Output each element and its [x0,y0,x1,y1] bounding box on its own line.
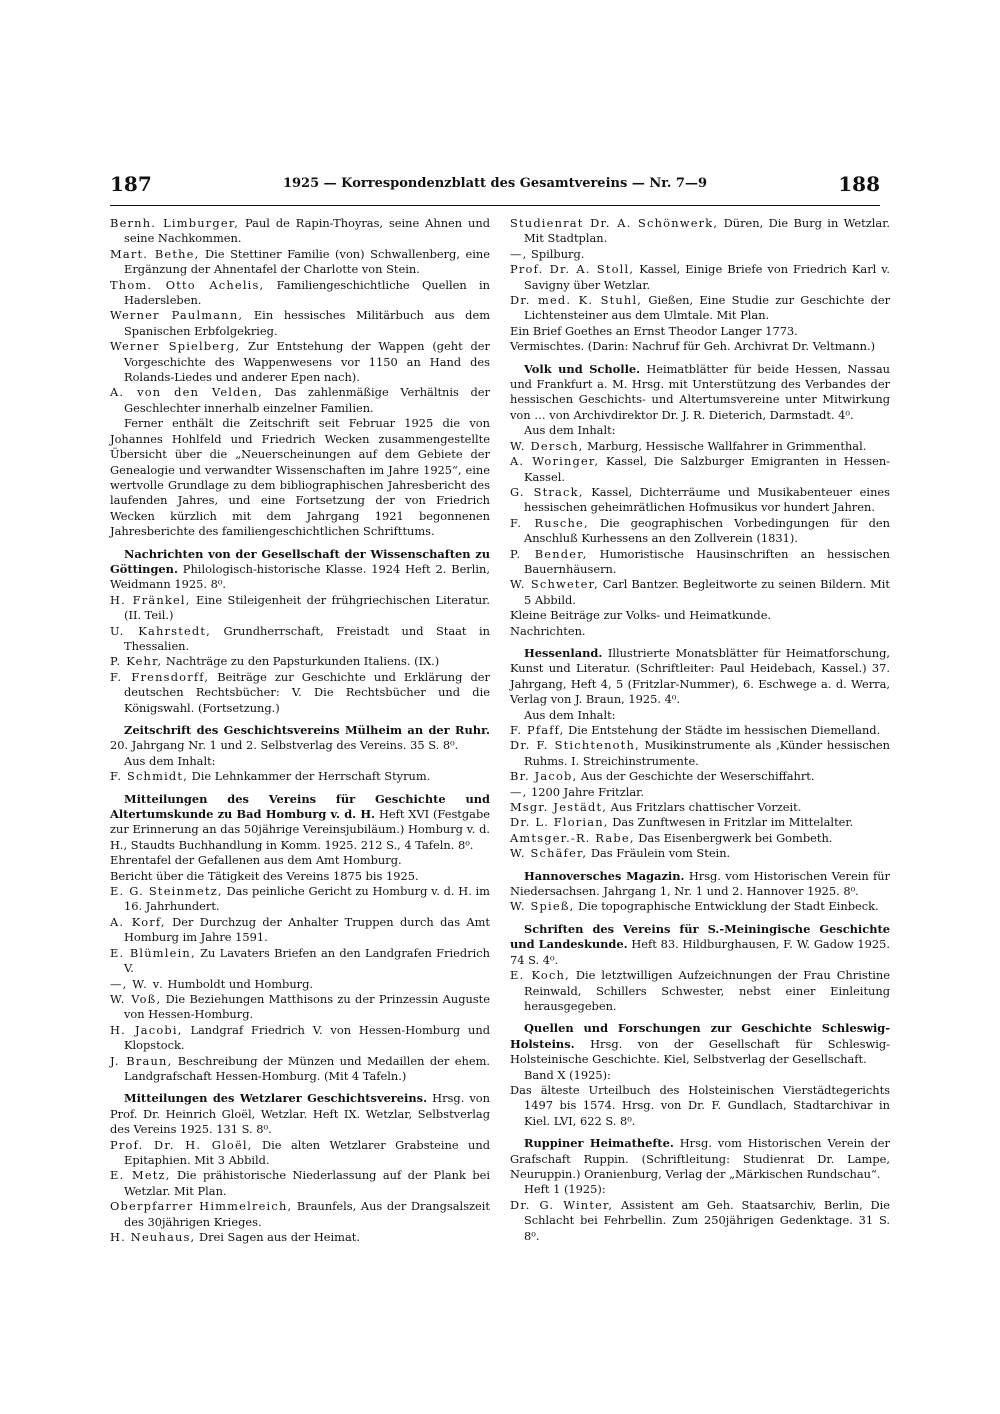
article-entry [110,654,490,669]
article-entry [110,1054,490,1085]
article-title: Humoristische Hausinschriften an hessischen Bauernhäusern. [524,546,890,576]
article-entry [110,915,490,946]
periodical-title: Nachrichten von der Gesellschaft der Wissenschaften zu Göttingen. [110,546,490,576]
author-name: E. Koch, [510,968,570,983]
article-entry [510,339,890,354]
article-entry [510,324,890,339]
article-title: Gießen, Eine Studie zur Geschichte der Lichtensteiner aus dem Ulmtale. Mit Plan. [524,293,891,323]
page-number-left: 187 [110,172,152,196]
author-name: Prof. Dr. H. Gloël, [110,1137,253,1152]
author-name: A. Korf, [110,914,166,929]
body-paragraph: Ferner enthält die Zeitschrift seit Februar 1925 die von Johannes Hohlfeld und Friedrich Wecken zusammengestellte Übersicht über die „Neuerscheinungen auf dem Gebiete der Genealogie und verwandter Wissenschaften im Jahre 1925“, eine wertvolle Grundlage zu dem bibliographischen Jahresbericht des laufenden Jahres, und eine Fortsetzung der von Friedrich Wecken kürzlich mit dem Jahrgang 1921 begonnenen Jahresberichte des familiengeschichtlichen Schrifttums. [110,416,490,539]
article-entry [510,738,890,769]
article-title: Spilburg. [527,246,585,261]
article-title: Das zahlenmäßige Verhältnis der Geschlechter innerhalb einzelner Familien. [124,385,490,415]
article-entry [110,1199,490,1230]
periodical-details: Hrsg. vom Historischen Verein für Niedersachsen. Jahrgang 1, Nr. 1 und 2. Hannover 1925. 8⁰. [510,868,891,899]
author-name: W. Voß, [110,991,162,1006]
article-title: Ein Brief Goethes an Ernst Theodor Langer 1773. [510,323,798,338]
article-title: Die letztwilligen Aufzeichnungen der Frau Christine Reinwald, Schillers Schwester, nebst einer Einleitung herausgegeben. [524,968,891,1013]
author-name: E. G. Steinmetz, [110,884,223,899]
article-title: Familiengeschichtliche Quellen in Hadersleben. [124,277,490,308]
article-title: Beschreibung der Münzen und Medaillen der ehem. Landgrafschaft Hessen-Homburg. (Mit 4 Tafeln.) [124,1053,491,1083]
page-number-right: 188 [838,172,880,196]
article-title: Braunfels, Aus der Drangsalszeit des 30jährigen Krieges. [124,1199,490,1229]
article-entry [510,608,890,623]
periodical-heading [110,792,490,854]
article-entry [110,593,490,624]
article-entry [510,968,890,1014]
periodical-heading [510,869,890,900]
contents-label: Aus dem Inhalt: [524,423,616,438]
author-name: Mart. Bethe, [110,246,200,261]
article-entry [110,869,490,884]
author-name: F. Frensdorff, [110,669,210,684]
author-name: Werner Paulmann, [110,308,244,323]
article-entry [510,439,890,454]
article-title: Paul de Rapin-Thoyras, seine Ahnen und seine Nachkommen. [124,216,491,246]
article-entry [510,800,890,815]
article-entry [510,624,890,639]
author-name: —, W. v. [110,976,164,991]
article-title: Humboldt und Homburg. [163,976,314,991]
article-title: Musikinstrumente als ‚Künder hessischen Ruhms. I. Streichinstrumente. [524,738,890,768]
author-name: W. Schweter, [510,577,599,592]
periodical-heading [510,922,890,968]
periodical-details: Philologisch-historische Klasse. 1924 Heft 2. Berlin, Weidmann 1925. 8⁰. [110,561,490,592]
author-name: E. Metz, [110,1168,171,1183]
periodical-details: Illustrierte Monatsblätter für Heimatforschung, Kunst und Literatur. (Schriftleiter: Paul Heidebach, Kassel.) 37. Jahrgang, Heft 4, 5 (Fritzlar-Nummer), 6. Eschwege a. d. Werra, Verlag von J. Braun, 1925. 4⁰. [510,645,890,707]
periodical-heading [510,1136,890,1182]
article-title: Zu Lavaters Briefen an den Landgrafen Friedrich V. [124,945,490,976]
periodical-heading [110,547,490,593]
author-name: Bernh. Limburger, [110,216,240,230]
author-name: F. Rusche, [510,515,589,530]
article-entry [510,899,890,914]
author-name: Dr. med. K. Stuhl, [510,293,643,308]
article-title: Ein hessisches Militärbuch aus dem Spanischen Erbfolgekrieg. [124,308,490,338]
article-entry [510,723,890,738]
author-name: Werner Spielberg, [110,339,241,354]
article-title: Zur Entstehung der Wappen (geht der Vorgeschichte des Wappenwesens vor 1150 an Hand des Rolands-Liedes und anderer Epen nach). [124,339,490,385]
article-entry [110,853,490,868]
article-entry [110,385,490,416]
author-name: F. Pfaff, [510,723,565,737]
article-title: Die prähistorische Niederlassung auf der Plank bei Wetzlar. Mit Plan. [124,1168,490,1198]
author-name: Thom. Otto Achelis, [110,277,265,292]
article-title: Die Stettiner Familie (von) Schwallenberg, eine Ergänzung der Ahnentafel der Charlotte von Stein. [124,246,490,277]
periodical-heading [110,723,490,754]
article-entry [510,785,890,800]
article-title: Die geographischen Vorbedingungen für den Anschluß Kurhessens an den Zollverein (1831). [524,515,890,546]
article-title: Drei Sagen aus der Heimat. [195,1230,360,1244]
left-column [110,216,490,1245]
article-entry [110,670,490,716]
article-title: Die Beziehungen Matthisons zu der Prinzessin Auguste von Hessen-Homburg. [124,991,490,1022]
article-entry [110,1230,490,1245]
periodical-title: Mitteilungen des Vereins für Geschichte und Altertumskunde zu Bad Homburg v. d. H. [110,791,490,822]
article-entry [510,262,890,293]
article-entry [110,1168,490,1199]
periodical-details: Heimatblätter für beide Hessen, Nassau und Frankfurt a. M. Hrsg. mit Unterstützung des Verbandes der hessischen Geschichts- und Altertumsvereine unter Mitwirkung von … von Archivdirektor Dr. J. R. Dieterich, Darmstadt. 4⁰. [510,361,890,422]
article-entry [510,485,890,516]
periodical-heading [510,646,890,708]
periodical-details: Heft XVI (Festgabe zur Erinnerung an das 50jährige Vereinsjubiläum.) Homburg v. d. H., Staudts Buchhandlung in Komm. 1925. 212 S., 4 Tafeln. 8⁰. [110,807,490,852]
article-entry [110,308,490,339]
periodical-title: Schriften des Vereins für S.-Meiningische Geschichte und Landeskunde. [510,921,890,952]
periodical-title: Mitteilungen des Wetzlarer Geschichtsvereins. [124,1091,428,1106]
author-name: A. von den Velden, [110,385,263,400]
article-entry [110,216,490,247]
article-title: Der Durchzug der Anhalter Truppen durch das Amt Homburg im Jahre 1591. [124,914,490,945]
article-entry [510,216,890,247]
author-name: U. Kahrstedt, [110,623,211,638]
author-name: Prof. Dr. A. Stoll, [510,262,635,277]
periodical-heading [510,1021,890,1067]
article-title: Kleine Beiträge zur Volks- und Heimatkunde. [510,608,772,623]
article-entry [510,831,890,846]
author-name: W. Spieß, [510,899,575,914]
article-title: Die Lehnkammer der Herrschaft Styrum. [188,769,431,784]
article-title: Das Eisenbergwerk bei Gombeth. [634,830,833,845]
article-entry [110,1023,490,1054]
article-title: Kassel, Einige Briefe von Friedrich Karl v. Savigny über Wetzlar. [524,262,891,292]
article-title: Marburg, Hessische Wallfahrer in Grimmenthal. [583,438,867,453]
author-name: P. Bender, [510,546,588,561]
article-title: Beiträge zur Geschichte und Erklärung der deutschen Rechtsbücher: V. Die Rechtsbücher und die Königswahl. (Fortsetzung.) [124,669,490,715]
article-entry [510,454,890,485]
article-entry [110,946,490,977]
article-title: Das Zunftwesen in Fritzlar im Mittelalter. [608,815,854,830]
periodical-title: Zeitschrift des Geschichtsvereins Mülheim an der Ruhr. [124,723,490,737]
author-name: —, [510,784,528,799]
article-entry [110,992,490,1023]
contents-label: Heft 1 (1925): [524,1182,606,1197]
article-title: Düren, Die Burg in Wetzlar. Mit Stadtplan. [524,216,891,246]
article-title: Aus Fritzlars chattischer Vorzeit. [607,800,802,815]
article-entry [110,624,490,655]
author-name: Studienrat Dr. A. Schönwerk, [510,216,719,230]
author-name: G. Strack, [510,484,584,499]
article-entry [110,339,490,385]
article-entry [110,977,490,992]
author-name: J. Braun, [110,1053,173,1068]
article-entry [510,293,890,324]
header-rule [110,205,880,206]
article-entry [110,247,490,278]
article-entry [510,1083,890,1129]
periodical-details: Hrsg. vom Historischen Verein der Grafschaft Ruppin. (Schriftleitung: Studienrat Dr. Lampe, Neuruppin.) Oranienburg, Verlag der „Märkischen Rundschau“. [510,1136,890,1181]
article-entry [110,1138,490,1169]
article-title: Landgraf Friedrich V. von Hessen-Homburg und Klopstock. [124,1022,490,1053]
author-name: W. Schäfer, [510,846,588,861]
periodical-title: Volk und Scholle. [524,361,641,376]
running-title: 1925 — Korrespondenzblatt des Gesamtvereins — Nr. 7—9 [282,176,708,191]
article-title: Kassel, Die Salzburger Emigranten in Hessen-Kassel. [524,454,891,484]
periodical-details: Hrsg. von Prof. Dr. Heinrich Gloël, Wetzlar. Heft IX. Wetzlar, Selbstverlag des Vereins 1925. 131 S. 8⁰. [110,1091,490,1137]
author-name: Dr. G. Winter, [510,1197,614,1212]
page-header [110,172,880,202]
author-name: H. Jacobi, [110,1022,183,1037]
article-title: Vermischtes. (Darin: Nachruf für Geh. Archivrat Dr. Veltmann.) [510,339,876,354]
periodical-heading [110,1091,490,1137]
article-entry [510,247,890,262]
article-entry [510,547,890,578]
article-title: Die topographische Entwicklung der Stadt Einbeck. [574,899,879,914]
article-entry [510,577,890,608]
article-title: 1200 Jahre Fritzlar. [527,784,644,799]
article-entry [510,516,890,547]
article-entry [110,769,490,784]
contents-label: Aus dem Inhalt: [124,753,216,768]
author-name: H. Fränkel, [110,592,191,607]
article-title: Die Entstehung der Städte im hessischen Diemelland. [564,723,881,737]
periodical-details: 20. Jahrgang Nr. 1 und 2. Selbstverlag des Vereins. 35 S. 8⁰. [110,738,459,753]
author-name: A. Woringer, [510,454,600,469]
contents-label: Band X (1925): [524,1067,611,1082]
author-name: Oberpfarrer Himmelreich, [110,1199,293,1214]
author-name: P. Kehr, [110,654,163,669]
article-title: Nachrichten. [510,623,586,638]
contents-label: Aus dem Inhalt: [524,707,616,722]
article-entry [110,884,490,915]
article-entry [510,1198,890,1244]
periodical-title: Quellen und Forschungen zur Geschichte Schleswig-Holsteins. [510,1021,890,1051]
periodical-title: Hannoversches Magazin. [524,868,685,883]
periodical-title: Ruppiner Heimathefte. [524,1136,674,1151]
article-title: Kassel, Dichterräume und Musikabenteuer eines hessischen geheimrätlichen Hofmusikus vor hundert Jahren. [524,484,890,515]
author-name: Dr. L. Florian, [510,815,609,830]
periodical-details: Hrsg. von der Gesellschaft für Schleswig-Holsteinische Geschichte. Kiel, Selbstverlag der Gesellschaft. [510,1036,890,1067]
right-column [510,216,890,1244]
article-entry [110,278,490,309]
author-name: E. Blümlein, [110,945,196,960]
author-name: F. Schmidt, [110,769,189,784]
article-title: Das älteste Urteilbuch des Holsteinischen Vierstädtegerichts 1497 bis 1574. Hrsg. von Dr. F. Gundlach, Stadtarchivar in Kiel. LVI, 622 S. 8⁰. [510,1082,890,1128]
article-title: Das peinliche Gericht zu Homburg v. d. H. im 16. Jahrhundert. [124,884,490,914]
periodical-details: Heft 83. Hildburghausen, F. W. Gadow 1925. 74 S. 4⁰. [510,937,891,967]
article-title: Ehrentafel der Gefallenen aus dem Amt Homburg. [110,853,402,868]
article-title: Nachträge zu den Papsturkunden Italiens. (IX.) [162,654,440,669]
periodical-title: Hessenland. [524,645,603,660]
article-title: Carl Bantzer. Begleitworte zu seinen Bildern. Mit 5 Abbild. [524,577,891,607]
author-name: H. Neuhaus, [110,1230,196,1244]
article-entry [510,815,890,830]
author-name: Br. Jacob, [510,769,578,784]
article-title: Das Fräulein vom Stein. [587,846,731,861]
article-title: Bericht über die Tätigkeit des Vereins 1875 bis 1925. [110,868,419,883]
article-entry [510,846,890,861]
author-name: Msgr. Jestädt, [510,800,608,815]
author-name: Dr. F. Stichtenoth, [510,738,640,753]
article-title: Eine Stileigenheit der frühgriechischen Literatur. (II. Teil.) [124,592,490,623]
author-name: W. Dersch, [510,438,584,453]
article-title: Assistent am Geh. Staatsarchiv, Berlin, Die Schlacht bei Fehrbellin. Zum 250jährigen Gedenktage. 31 S. 8⁰. [524,1197,891,1243]
article-title: Die alten Wetzlarer Grabsteine und Epitaphien. Mit 3 Abbild. [124,1137,490,1167]
article-title: Grundherrschaft, Freistadt und Staat in Thessalien. [124,623,490,653]
author-name: —, [510,246,528,261]
article-entry [510,769,890,784]
author-name: Amtsger.-R. Rabe, [510,830,635,845]
periodical-heading [510,362,890,424]
article-title: Aus der Geschichte der Weserschiffahrt. [577,769,815,784]
